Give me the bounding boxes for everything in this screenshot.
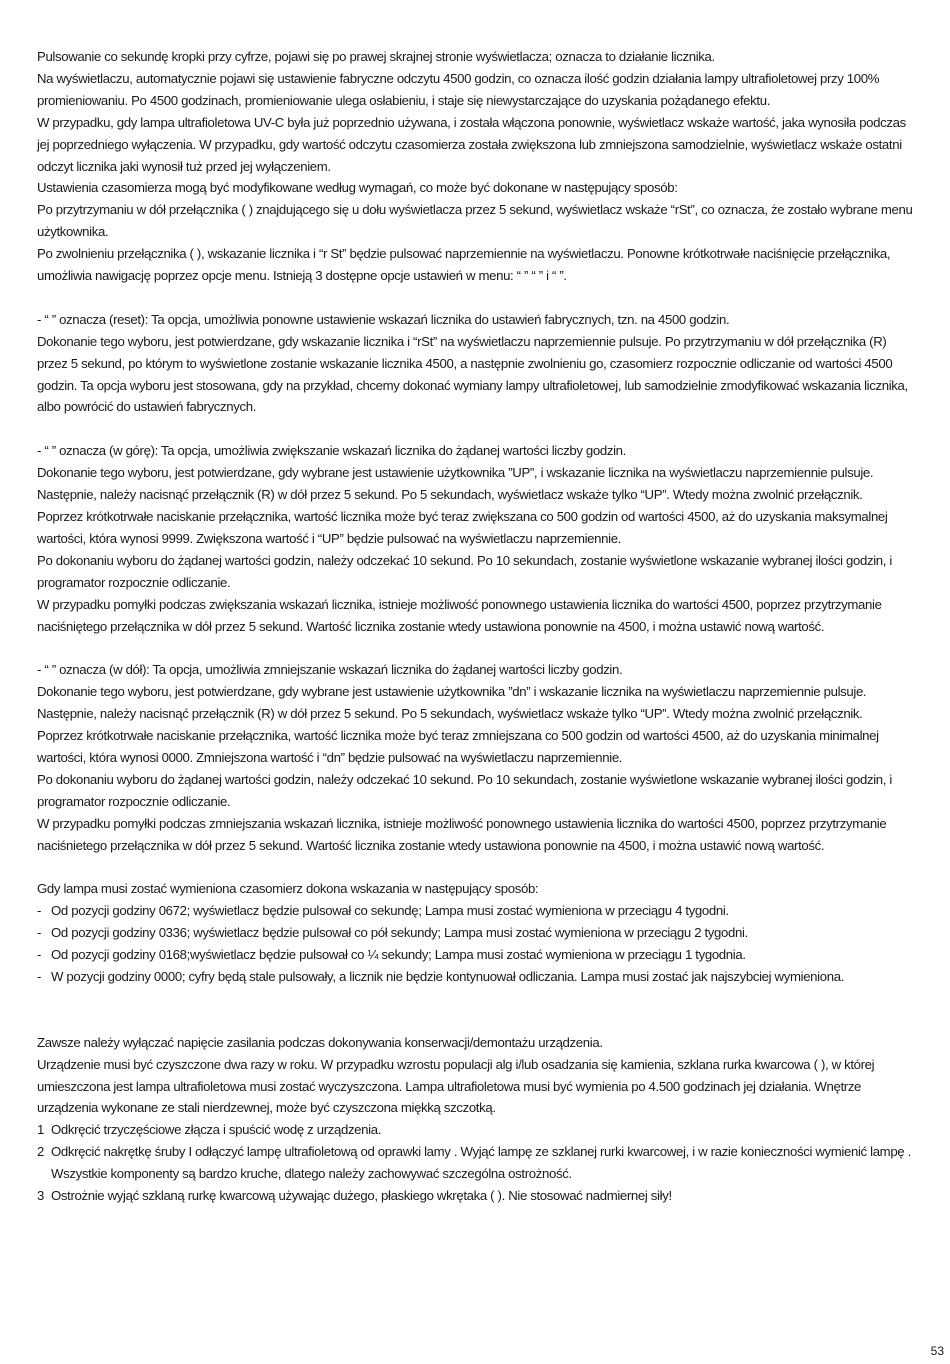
paragraph: Dokonanie tego wyboru, jest potwierdzane, gdy wskazanie licznika i “rSt” na wyświetlaczu naprzemiennie pulsuje. Po przytrzymaniu w dół przełącznika (R) przez 5 sekund, po którym to wyświetlone zostanie wskazanie licznika 4500, a następnie zwolnieniu go, czasomierz rozpocznie odliczanie od wartości 4500 godzin. Ta opcja wyboru jest stosowana, gdy na przykład, chcemy dokonać wymiany lampy ultrafioletowej, lub samodzielnie zmodyfikować wskazania licznika, albo powrócić do ustawień fabrycznych. xyxy=(37,333,908,415)
section-down-heading: - “ ” oznacza (w dół): Ta opcja, umożliwia zmniejszanie wskazań licznika do żądanej wartości liczby godzin. xyxy=(37,662,623,678)
paragraph: Poprzez krótkotrwałe naciskanie przełącznika, wartość licznika może być teraz zwiększana co 500 godzin od wartości 4500, aż do uzyskania maksymalnej wartości, która wynosi 9999. Zwiększona wartość i “UP” będzie pulsować na wyświetlaczu naprzemiennie. xyxy=(37,509,888,546)
page-number: 53 xyxy=(930,1344,944,1358)
paragraph: Urządzenie musi być czyszczone dwa razy w roku. W przypadku wzrostu populacji alg i/lub osadzania się kamienia, szklana rurka kwarcowa ( ), w której umieszczona jest lampa ultrafioletowa musi zostać wyczyszczona. Lampa ultrafioletowa musi być wymienia po 4.500 godzinach jej działania. Wnętrze urządzenia wykonane ze stali nierdzewnej, może być czyszczona miękką szczotką. xyxy=(37,1056,875,1116)
paragraph: Po dokonaniu wyboru do żądanej wartości godzin, należy odczekać 10 sekund. Po 10 sekundach, zostanie wyświetlone wskazanie wybranej ilości godzin, i programator rozpocznie odliczanie. xyxy=(37,771,893,809)
step-text: Odkręcić nakrętkę śruby I odłączyć lampę ultrafioletową od oprawki lamy . Wyjąć lampę ze szklanej rurki kwarcowej, i w razie konieczności wymienić lampę . Wszystkie komponenty są bardzo kruche, dlatego należy zachowywać szczególna ostrożność. xyxy=(51,1144,911,1182)
list-item xyxy=(37,944,917,966)
bullet: - xyxy=(37,947,42,963)
paragraph: Ustawienia czasomierza mogą być modyfikowane według wymagań, co może być dokonane w następujący sposób: xyxy=(37,180,678,196)
list-item xyxy=(37,922,917,944)
replacement-intro: Gdy lampa musi zostać wymieniona czasomierz dokona wskazania w następujący sposób: xyxy=(37,881,539,897)
list-item-text: Od pozycji godziny 0168;wyświetlacz będzie pulsował co ¼ sekundy; Lampa musi zostać wymieniona w przeciągu 1 tygodnia. xyxy=(51,947,746,963)
step-text: Odkręcić trzyczęściowe złącza i spuścić wodę z urządzenia. xyxy=(51,1122,382,1138)
list-item-text: Od pozycji godziny 0672; wyświetlacz będzie pulsował co sekundę; Lampa musi zostać wymieniona w przeciągu 4 tygodni. xyxy=(51,903,729,919)
document-body xyxy=(37,46,917,1207)
paragraph: Po zwolnieniu przełącznika ( ), wskazanie licznika i “r St” będzie pulsować naprzemiennie na wyświetlaczu. Ponowne krótkotrwałe naciśnięcie przełącznika, umożliwia nawigację poprzez opcje menu. Istnieją 3 dostępne opcje ustawień w menu: “ ” “ ” i “ ”. xyxy=(37,246,891,284)
step-number: 2 xyxy=(37,1144,44,1160)
paragraph: Na wyświetlaczu, automatycznie pojawi się ustawienie fabryczne odczytu 4500 godzin, co oznacza ilość godzin działania lampy ultrafioletowej przy 100% promieniowaniu. Po 4500 godzinach, promieniowanie ulega osłabieniu, i staje się niewystarczające do uzyskania pożądanego efektu. xyxy=(37,70,880,108)
paragraph: Dokonanie tego wyboru, jest potwierdzane, gdy wybrane jest ustawienie użytkownika ”dn” i wskazanie licznika na wyświetlaczu naprzemiennie pulsuje. Następnie, należy nacisnąć przełącznik (R) w dół przez 5 sekund. Po 5 sekundach, wyświetlacz wskaże tylko “UP”. Wtedy można zwolnić przełącznik. xyxy=(37,684,867,722)
numbered-step xyxy=(37,1185,917,1207)
bullet: - xyxy=(37,903,42,919)
spacer xyxy=(37,418,917,440)
paragraph: Zawsze należy wyłączać napięcie zasilania podczas dokonywania konserwacji/demontażu urządzenia. xyxy=(37,1034,603,1050)
numbered-step xyxy=(37,1141,917,1185)
numbered-step xyxy=(37,1119,917,1141)
step-number: 1 xyxy=(37,1122,44,1138)
list-item xyxy=(37,966,917,988)
spacer xyxy=(37,988,917,1032)
bullet: - xyxy=(37,925,42,941)
paragraph: Poprzez krótkotrwałe naciskanie przełącznika, wartość licznika może być teraz zmniejszana co 500 godzin od wartości 4500, aż do uzyskania minimalnej wartości, która wynosi 0000. Zmniejszona wartość i “dn” będzie pulsować na wyświetlaczu naprzemiennie. xyxy=(37,728,879,765)
list-item-text: Od pozycji godziny 0336; wyświetlacz będzie pulsował co pół sekundy; Lampa musi zostać wymieniona w przeciągu 2 tygodni. xyxy=(51,925,748,941)
section-up-heading: - “ ” oznacza (w górę): Ta opcja, umożliwia zwiększanie wskazań licznika do żądanej wartości liczby godzin. xyxy=(37,443,626,459)
paragraph: W przypadku pomyłki podczas zwiększania wskazań licznika, istnieje możliwość ponownego ustawienia licznika do wartości 4500, poprzez przytrzymanie naciśniętego przełącznika w dół przez 5 sekund. Wartość licznika zostanie wtedy ustawiona ponownie na 4500, i można ustawić nową wartość. xyxy=(37,596,882,634)
spacer xyxy=(37,637,917,659)
step-number: 3 xyxy=(37,1188,44,1204)
step-text: Ostrożnie wyjąć szklaną rurkę kwarcową używając dużego, płaskiego wkrętaka ( ). Nie stosować nadmiernej siły! xyxy=(51,1188,672,1204)
list-item-text: W pozycji godziny 0000; cyfry będą stale pulsowały, a licznik nie będzie kontynuował odliczania. Lampa musi zostać jak najszybciej wymieniona. xyxy=(51,969,845,984)
bullet: - xyxy=(37,969,42,984)
paragraph: Po przytrzymaniu w dół przełącznika ( ) znajdującego się u dołu wyświetlacza przez 5 sekund, wyświetlacz wskaże “rSt”, co oznacza, że zostało wybrane menu użytkownika. xyxy=(37,202,913,240)
paragraph: W przypadku, gdy lampa ultrafioletowa UV-C była już poprzednio używana, i została włączona ponownie, wyświetlacz wskaże wartość, jaka wynosiła podczas jej poprzedniego wyłączenia. W przypadku, gdy wartość odczytu czasomierza została zwiększona lub zmniejszona samodzielnie, wyświetlacz wskaże ostatni odczyt licznika jaki wynosił tuż przed jej wyłączeniem. xyxy=(37,114,906,174)
spacer xyxy=(37,856,917,878)
paragraph: Dokonanie tego wyboru, jest potwierdzane, gdy wybrane jest ustawienie użytkownika ”UP”, i wskazanie licznika na wyświetlaczu naprzemiennie pulsuje. Następnie, należy nacisnąć przełącznik (R) w dół przez 5 sekund. Po 5 sekundach, wyświetlacz wskaże tylko “UP”. Wtedy można zwolnić przełącznik. xyxy=(37,465,874,503)
paragraph: Pulsowanie co sekundę kropki przy cyfrze, pojawi się po prawej skrajnej stronie wyświetlacza; oznacza to działanie licznika. xyxy=(37,49,715,64)
section-reset-heading: - “ ” oznacza (reset): Ta opcja, umożliwia ponowne ustawienie wskazań licznika do ustawień fabrycznych, tzn. na 4500 godzin. xyxy=(37,311,730,327)
spacer xyxy=(37,287,917,309)
list-item xyxy=(37,900,917,922)
paragraph: W przypadku pomyłki podczas zmniejszania wskazań licznika, istnieje możliwość ponownego ustawienia licznika do wartości 4500, poprzez przytrzymanie naciśnietego przełącznika w dół przez 5 sekund. Wartość licznika zostanie wtedy ustawiona ponownie na 4500, i można ustawić nową wartość. xyxy=(37,815,887,853)
paragraph: Po dokonaniu wyboru do żądanej wartości godzin, należy odczekać 10 sekund. Po 10 sekundach, zostanie wyświetlone wskazanie wybranej ilości godzin, i programator rozpocznie odliczanie. xyxy=(37,552,893,590)
